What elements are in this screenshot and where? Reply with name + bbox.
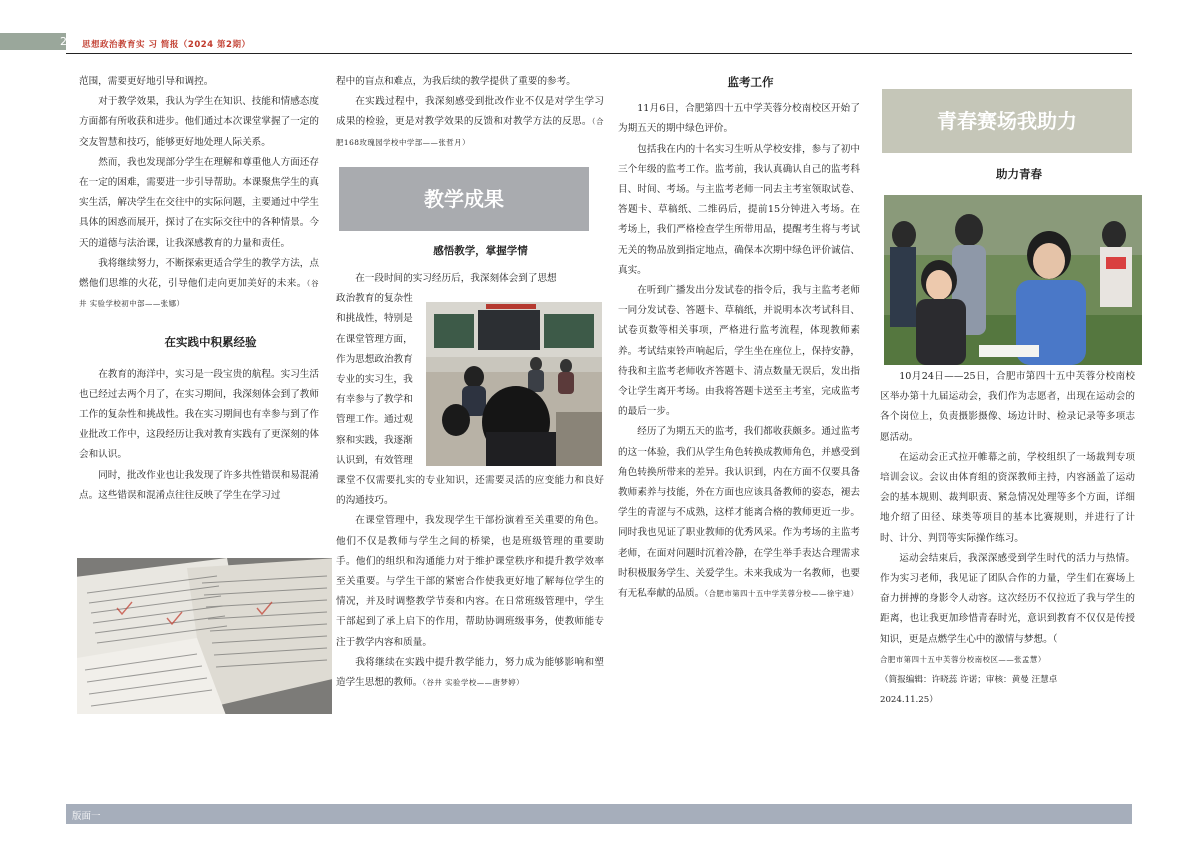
editors-credit: （简报编辑：许晓蕊 许诺；审核：黄曼 汪慧卓 <box>880 675 1058 686</box>
wrapped-line: 管理工作。通过观 <box>336 414 413 426</box>
paragraph: 10月24日——25日，合肥市第四十五中芙蓉分校南校区举办第十九届运动会，我们作为志愿者，出现在运动会的各个岗位上，负责摄影摄像、场边计时、检录记录等多项志愿活动。 <box>880 371 1135 443</box>
author-signature: （合肥168玫瑰园学校中学部——张哲月） <box>336 117 604 147</box>
section-heading: 感悟教学，掌握学情 <box>433 244 528 257</box>
paragraph <box>336 92 604 153</box>
header-page-bar <box>0 33 66 50</box>
paragraph <box>618 422 860 604</box>
classroom-photo <box>426 302 602 466</box>
paragraph-text: 我将继续努力，不断探索更适合学生的教学方法，点燃他们思维的火花，引导他们走向更加美好的未来。 <box>79 257 319 290</box>
column-4-body <box>880 367 1135 710</box>
paragraph: 课堂不仅需要扎实的专业知识，还需要灵活的应变能力和良好的沟通技巧。 <box>336 475 604 507</box>
column-4 <box>880 164 1135 184</box>
paragraph: 对于教学效果，我认为学生在知识、技能和情感态度方面都有所收获和进步。他们通过本次课堂掌握了一定的交友智慧和技巧，能够更好地处理人际关系。 <box>79 96 319 148</box>
paragraph: 运动会结束后，我深深感受到学生时代的活力与热情。作为实习老师，我见证了团队合作的力量，学生们在赛场上奋力拼搏的身影令人动容。这次经历不仅拉近了我与学生的距离，也让我更加珍惜青春时光，意识到教育不仅仅是传授知识，更是点燃学生心中的激情与梦想。（ <box>880 552 1135 645</box>
homework-photo <box>77 558 332 714</box>
section-heading: 监考工作 <box>727 75 774 89</box>
column-1 <box>79 72 319 506</box>
paragraph: 在教育的海洋中，实习是一段宝贵的航程。实习生活也已经过去两个月了，在实习期间，我深刻体会到了教师工作的复杂性和挑战性。我在实习期间也有幸参与到了作业批改工作中，这段经历让我对教育实践有了更深刻的体会和认识。 <box>79 368 319 461</box>
header-rule <box>66 53 1132 54</box>
paragraph: 程中的盲点和难点，为我后续的教学提供了重要的参考。 <box>336 76 576 87</box>
paragraph <box>336 653 604 693</box>
paragraph: 然而，我也发现部分学生在理解和尊重他人方面还存在一定的困难，需要进一步引导帮助。本课聚焦学生的真实生活，解决学生在交往中的实际问题，主要通过中学生具体的困惑而展开，探讨了在实际交往中的各种情景。今天的道德与法治课，让我深感教育的力量和责任。 <box>79 156 319 249</box>
paragraph: 同时，批改作业也让我发现了许多共性错误和易混淆点。这些错误和混淆点往往反映了学生在学习过 <box>79 469 319 501</box>
wrapped-line: 作为思想政治教育 <box>336 353 413 365</box>
author-signature: （谷井 实验学校初中部——张娜） <box>79 279 319 309</box>
paragraph-text: 我将继续在实践中提升教学能力，努力成为能够影响和塑造学生思想的教师。 <box>336 656 604 689</box>
paragraph-text: 在实践过程中，我深刻感受到批改作业不仅是对学生学习成果的检验，更是对教学效果的反馈和对教学方法的反思。 <box>336 96 604 128</box>
publication-title: 思想政治教育实 习 简报（2024 第2期） <box>82 40 251 50</box>
author-signature: （谷井 实验学校——唐梦婷） <box>422 678 525 688</box>
section-heading: 助力青春 <box>996 167 1042 181</box>
author-signature: （合肥市第四十五中学芙蓉分校——徐宇迪） <box>704 589 859 599</box>
issue-date: 2024.11.25） <box>880 695 938 706</box>
footer-bar <box>66 804 1132 824</box>
paragraph <box>79 254 319 315</box>
wrapped-line: 有幸参与了教学和 <box>336 394 413 406</box>
author-signature: 合肥市第四十五中芙蓉分校南校区——张孟慧） <box>880 654 1046 664</box>
wrapped-line: 和挑战性，特别是 <box>336 313 413 325</box>
section-banner-teaching: 教学成果 <box>339 167 589 231</box>
paragraph: 在一段时间的实习经历后，我深刻体会到了思想 <box>355 273 557 285</box>
wrapped-line: 察和实践，我逐渐 <box>336 434 413 446</box>
paragraph: 在课堂管理中，我发现学生干部扮演着至关重要的角色。他们不仅是教师与学生之间的桥梁，也是班级管理的重要助手。他们的组织和沟通能力对于维护课堂秩序和提升教学效率至关重要。与学生干部的紧密合作使我更好地了解每位学生的情况，并及时调整教学节奏和内容。在日常班级管理中，学生干部起到了承上启下的作用，帮助协调班级事务，使教师能专注于教学内容和质量。 <box>336 515 604 648</box>
sports-meet-photo <box>884 195 1142 365</box>
wrapped-line: 政治教育的复杂性 <box>336 293 413 305</box>
paragraph: 范围，需要更好地引导和调控。 <box>79 76 214 87</box>
paragraph: 包括我在内的十名实习生听从学校安排，参与了初中三个年级的监考工作。监考前，我认真确认自己的监考科目、时间、考场。与主监考老师一同去主考室领取试卷、答题卡、草稿纸、二维码后，提前15分钟进入考场。在考场上，我们严格检查学生所带用品，提醒考生将与考试无关的物品放到指定地点，确保本次期中绿色评价诚信、真实。 <box>618 143 860 276</box>
paragraph: 11月6日，合肥第四十五中学芙蓉分校南校区开始了为期五天的期中绿色评价。 <box>618 103 860 135</box>
paragraph: 在运动会正式拉开帷幕之前，学校组织了一场裁判专项培训会议。会议由体育组的资深教师主持，内容涵盖了运动会的基本规则、裁判职责、紧急情况处理等多个方面，详细地介绍了田径、球类等项目的基本比赛规则，并进行了计时、计分、判罚等实际操作练习。 <box>880 451 1135 544</box>
wrapped-line: 专业的实习生，我 <box>336 374 413 386</box>
section-banner-sports: 青春赛场我助力 <box>882 89 1132 153</box>
footer-label: 版面一 <box>72 811 101 822</box>
paragraph-text: 经历了为期五天的监考，我们都收获颇多。通过监考的这一体验，我们从学生角色转换成教师角色，并感受到角色转换所带来的差异。我认识到，内在方面不仅要具备教师素养与技能，外在方面也应该具备教师的姿态，褪去学生的青涩与不成熟，这样才能离合格的教师更近一步。同时我也见证了职业教师的优秀风采。作为考场的主监考老师，在面对问题时沉着冷静，在学生举手表达合理需求时积极服务学生、关爱学生。未来我成为一名教师，也要有无私奉献的品质。 <box>618 426 860 600</box>
section-heading: 在实践中积累经验 <box>164 335 257 350</box>
column-3 <box>618 72 860 604</box>
paragraph: 在听到广播发出分发试卷的指令后，我与主监考老师一同分发试卷、答题卡、草稿纸，并说明本次考试科目、试卷页数等相关事项，严格进行监考流程，体现教师素养。考试结束铃声响起后，学生坐在座位上，保持安静，待我和主监考老师收齐答题卡、清点数量无误后，发出指令让学生离开考场。由我将答题卡送至主考室，完成监考的最后一步。 <box>618 285 860 418</box>
page-number: 2 <box>60 35 67 48</box>
wrapped-line: 认识到，有效管理 <box>336 454 413 466</box>
wrapped-line: 在课堂管理方面， <box>336 333 413 345</box>
